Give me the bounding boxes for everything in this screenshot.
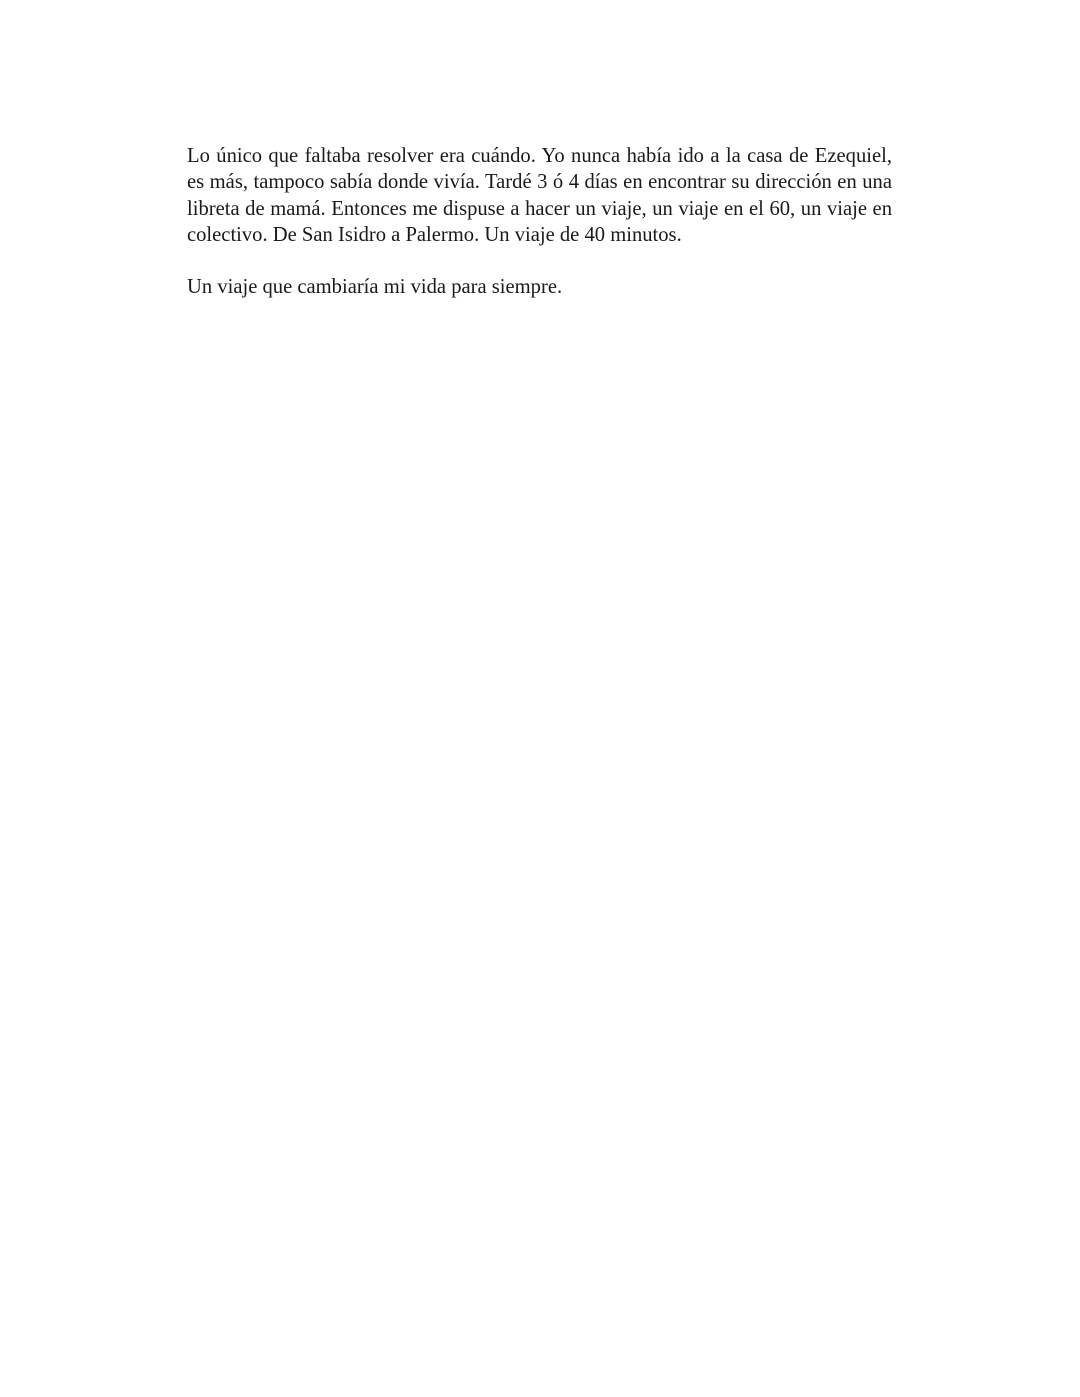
paragraph-1: Lo único que faltaba resolver era cuándo. Yo nunca había ido a la casa de Ezequiel, es más, tampoco sabía donde vivía. Tardé 3 ó 4 días en encontrar su dirección en una libreta de mamá. Entonces me dispuse a hacer un viaje, un viaje en el 60, un viaje en colectivo. De San Isidro a Palermo. Un viaje de 40 minutos. [187, 145, 892, 246]
body-text [187, 143, 892, 301]
paragraph-2: Un viaje que cambiaría mi vida para siempre. [187, 276, 563, 299]
